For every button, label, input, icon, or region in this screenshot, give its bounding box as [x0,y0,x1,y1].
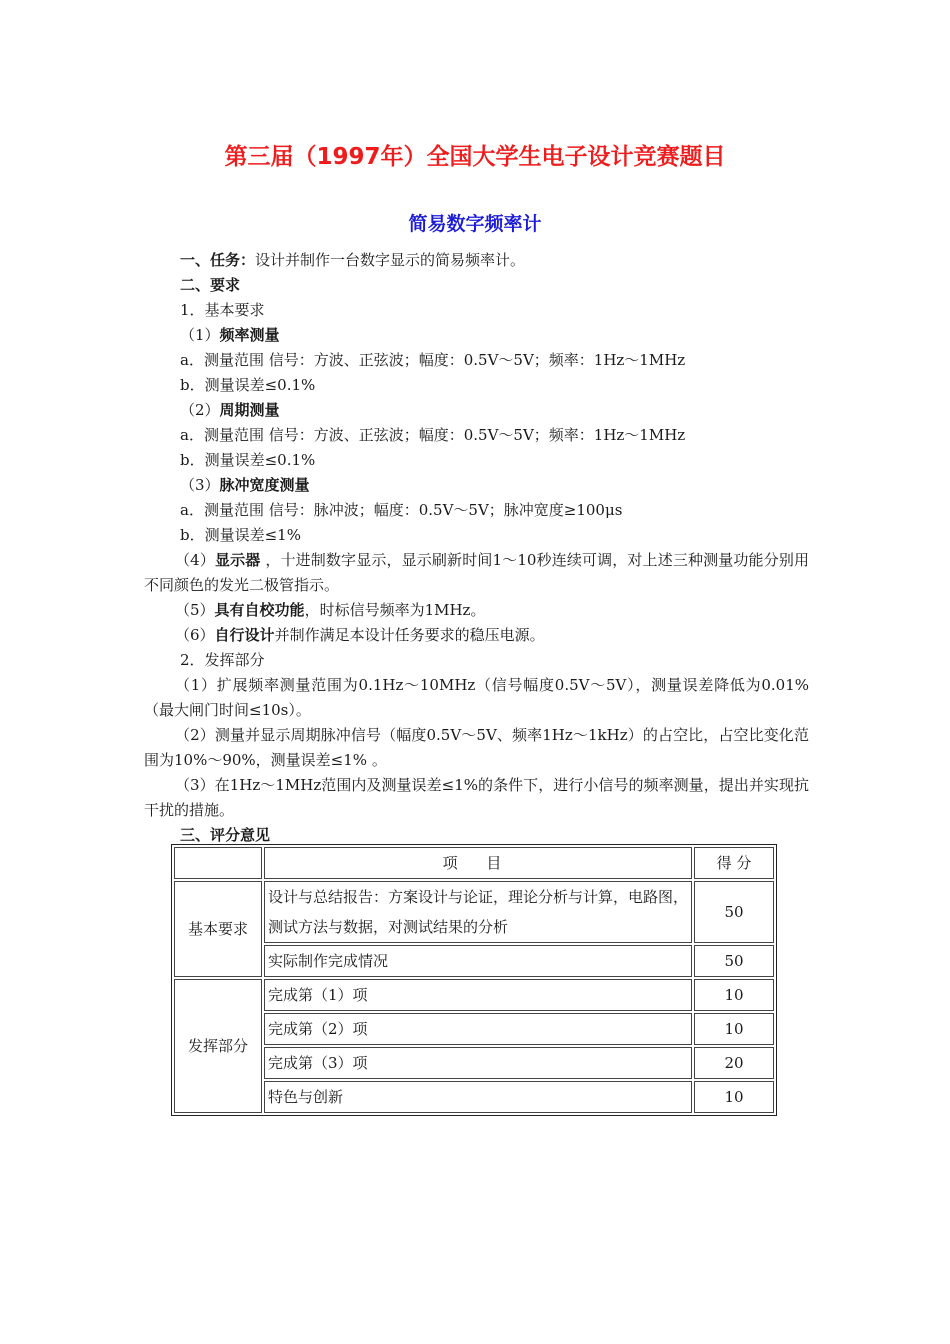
pulse-range: a．测量范围 信号：脉冲波；幅度：0.5V～5V；脉冲宽度≥100μs [180,501,623,519]
table-row [174,945,774,977]
header-blank [174,847,262,879]
period-error: b．测量误差≤0.1% [180,451,316,469]
task-text: 设计并制作一台数字显示的简易频率计。 [255,251,526,269]
period-num: （2） [180,401,220,419]
power-paragraph [144,623,809,648]
freq-num: （1） [180,326,220,344]
display-num: （4） [175,551,215,569]
display-label: 显示器 [214,551,261,569]
table-row [174,1081,774,1113]
row-score: 20 [694,1047,774,1079]
power-label: 自行设计 [214,626,275,644]
extend-heading: 2．发挥部分 [180,651,265,669]
pulse-label: 脉冲宽度测量 [219,476,310,494]
row-item: 完成第（3）项 [264,1047,692,1079]
freq-range: a．测量范围 信号：方波、正弦波；幅度：0.5V～5V；频率：1Hz～1MHz [180,351,686,369]
problem-body [144,248,809,848]
row-item: 完成第（2）项 [264,1013,692,1045]
table-header-row [174,847,774,879]
selfcal-text: ，时标信号频率为1MHz。 [304,601,486,619]
power-num: （6） [175,626,215,644]
selfcal-num: （5） [175,601,215,619]
table-row [174,881,774,943]
header-item: 项 目 [264,847,692,879]
row-score: 50 [694,881,774,943]
extend-item-3: （3）在1Hz～1MHz范围内及测量误差≤1%的条件下，进行小信号的频率测量，提出并实现抗干扰的措施。 [144,776,809,819]
selfcal-paragraph [144,598,809,623]
page-title: 第三届（1997年）全国大学生电子设计竞赛题目 [224,144,726,170]
freq-heading [144,323,809,348]
table-row [174,979,774,1011]
table-row [174,1013,774,1045]
row-score: 10 [694,1013,774,1045]
pulse-error: b．测量误差≤1% [180,526,301,544]
evaluation-heading: 三、评分意见 [180,826,271,844]
period-label: 周期测量 [219,401,280,419]
period-range: a．测量范围 信号：方波、正弦波；幅度：0.5V～5V；频率：1Hz～1MHz [180,426,686,444]
row-item: 设计与总结报告：方案设计与论证，理论分析与计算，电路图，测试方法与数据，对测试结果的分析 [264,881,692,943]
pulse-num: （3） [180,476,220,494]
row-item: 实际制作完成情况 [264,945,692,977]
basic-heading: 1．基本要求 [180,301,265,319]
requirements-heading: 二、要求 [180,276,241,294]
period-heading [144,398,809,423]
table-row [174,1047,774,1079]
row-item: 特色与创新 [264,1081,692,1113]
display-paragraph [144,548,809,598]
basic-category: 基本要求 [174,881,262,977]
scoring-table [171,844,777,1116]
freq-label: 频率测量 [219,326,280,344]
task-label: 一、任务： [180,251,256,269]
extend-item-2: （2）测量并显示周期脉冲信号（幅度0.5V～5V、频率1Hz～1kHz）的占空比，占空比变化范围为10%～90%，测量误差≤1% 。 [144,726,809,769]
row-score: 10 [694,1081,774,1113]
task-line [144,248,809,273]
row-item: 完成第（1）项 [264,979,692,1011]
selfcal-label: 具有自校功能 [214,601,305,619]
row-score: 50 [694,945,774,977]
pulse-heading [144,473,809,498]
display-text: ，十进制数字显示，显示刷新时间1～10秒连续可调，对上述三种测量功能分别用不同颜色的发光二极管指示。 [144,551,809,594]
extend-category: 发挥部分 [174,979,262,1113]
extend-item-1: （1）扩展频率测量范围为0.1Hz～10MHz（信号幅度0.5V～5V），测量误差降低为0.01%（最大闸门时间≤10s）。 [144,676,809,719]
freq-error: b．测量误差≤0.1% [180,376,316,394]
page-subtitle: 简易数字频率计 [408,213,542,235]
header-score: 得 分 [694,847,774,879]
row-score: 10 [694,979,774,1011]
power-text: 并制作满足本设计任务要求的稳压电源。 [274,626,545,644]
